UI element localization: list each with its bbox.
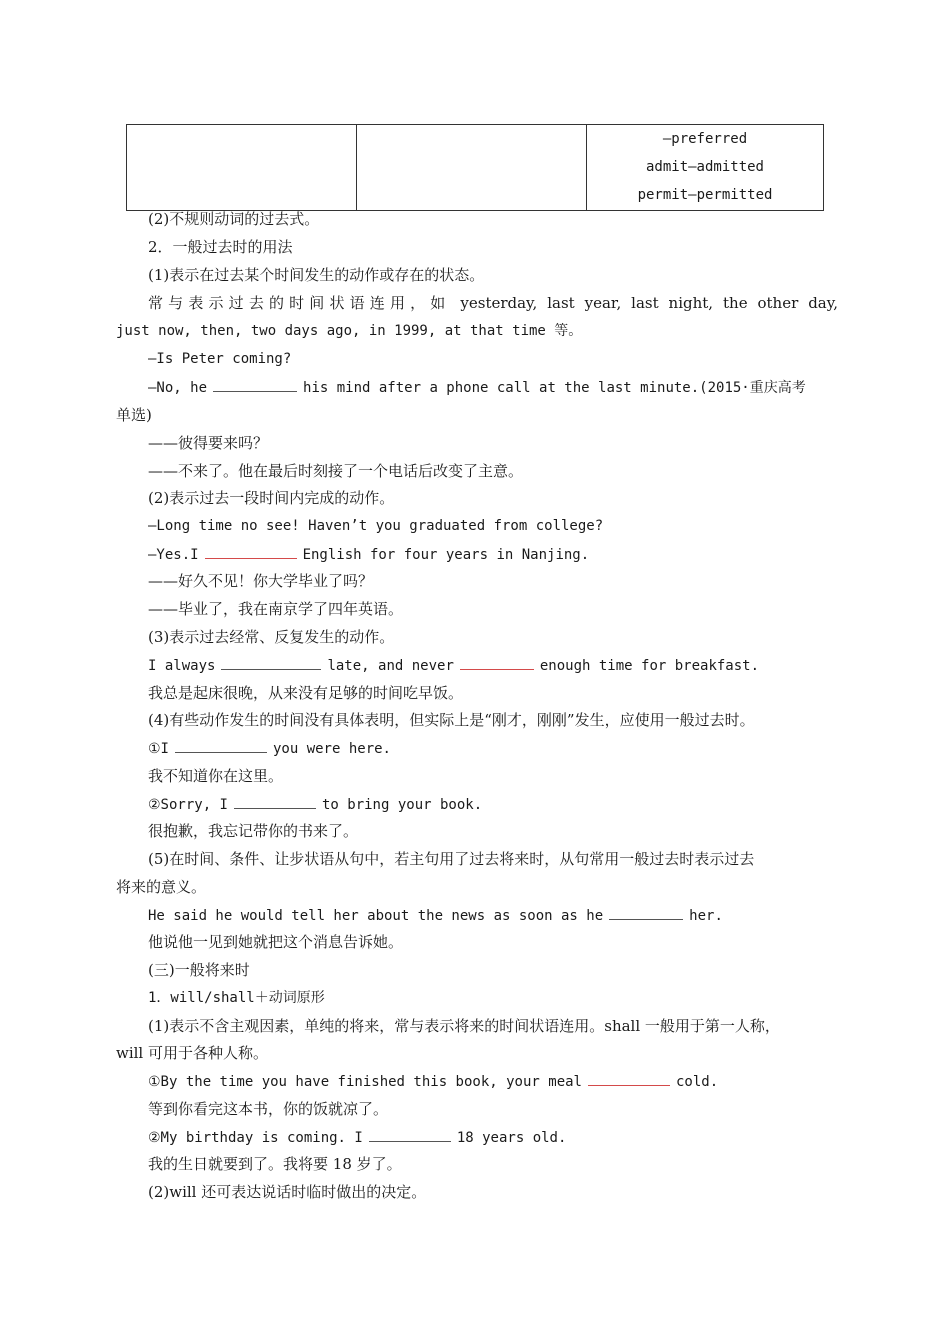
rule-text: (3)表示过去经常、反复发生的动作。	[148, 628, 395, 646]
answer-blank[interactable]	[221, 655, 321, 670]
example-sentence	[148, 655, 759, 677]
example-sentence	[148, 544, 589, 566]
example-sentence	[148, 905, 723, 927]
translation: 我总是起床很晚，从来没有足够的时间吃早饭。	[148, 684, 464, 702]
translation: 等到你看完这本书，你的饭就凉了。	[148, 1100, 389, 1118]
sentence-part: ②My birthday is coming. I	[148, 1130, 363, 1146]
sentence-part: He said he would tell her about the news as soon as he	[148, 908, 604, 924]
translation: ——不来了。他在最后时刻接了一个电话后改变了主意。	[148, 462, 524, 480]
rule-text: (5)在时间、条件、让步状语从句中，若主句用了过去将来时，从句常用一般过去时表示过去	[148, 850, 755, 868]
sentence-part: —No, he	[148, 380, 208, 396]
translation: ——毕业了，我在南京学了四年英语。	[148, 600, 404, 618]
section-heading: 2．一般过去时的用法	[148, 238, 293, 256]
rule-text: (4)有些动作发生的时间没有具体表明，但实际上是“刚才，刚刚”发生，应使用一般过去时。	[148, 711, 755, 729]
verb-form: admit—admitted	[645, 159, 764, 175]
table-row	[127, 125, 824, 211]
sentence-part: late, and never	[327, 658, 454, 674]
translation: 很抱歉，我忘记带你的书来了。	[148, 822, 359, 840]
example-sentence: —Long time no see! Haven’t you graduated from college?	[148, 518, 604, 534]
answer-blank[interactable]	[369, 1127, 451, 1142]
translation: 他说他一见到她就把这个消息告诉她。	[148, 933, 404, 951]
answer-blank[interactable]	[213, 377, 297, 392]
sentence-part: —Yes.I	[148, 547, 199, 563]
rule-text: (2)表示过去一段时间内完成的动作。	[148, 489, 395, 507]
paragraph-line: 单选)	[116, 406, 152, 424]
subheading: (2)不规则动词的过去式。	[148, 210, 320, 228]
example-sentence	[148, 1127, 566, 1149]
paragraph-line: will 可用于各种人称。	[116, 1044, 269, 1062]
translation: 我的生日就要到了。我将要 18 岁了。	[148, 1155, 402, 1173]
section-heading: 1．will/shall＋动词原形	[148, 990, 325, 1006]
answer-blank[interactable]	[175, 738, 267, 753]
paragraph-line: 常与表示过去的时间状语连用，如 yesterday, last year, last night, the other day,	[148, 294, 838, 312]
sentence-part: his mind after a phone call at the last minute.(2015·重庆高考	[303, 380, 806, 396]
translation: ——彼得要来吗？	[148, 434, 269, 452]
example-sentence	[148, 377, 806, 399]
sentence-part: 18 years old.	[456, 1130, 567, 1146]
sentence-part: ①By the time you have finished this book, your meal	[148, 1074, 582, 1090]
verb-form: —preferred	[662, 131, 748, 147]
table-cell	[357, 125, 587, 211]
answer-blank[interactable]	[460, 655, 534, 670]
example-sentence	[148, 738, 391, 760]
sentence-part: enough time for breakfast.	[539, 658, 760, 674]
irregular-verb-table	[126, 124, 824, 211]
sentence-part: you were here.	[272, 741, 391, 757]
sentence-part: English for four years in Nanjing.	[302, 547, 590, 563]
sentence-part: her.	[689, 908, 723, 924]
table-cell	[587, 125, 824, 211]
translation: ——好久不见！你大学毕业了吗？	[148, 572, 374, 590]
rule-text: (1)表示不含主观因素，单纯的将来，常与表示将来的时间状语连用。shall 一般用于第一人称，	[148, 1017, 780, 1035]
answer-blank[interactable]	[205, 544, 297, 559]
paragraph-line: 将来的意义。	[116, 878, 207, 896]
sentence-part: to bring your book.	[321, 797, 483, 813]
sentence-part: ②Sorry, I	[148, 797, 228, 813]
section-heading: (三)一般将来时	[148, 961, 250, 979]
sentence-part: ①I	[148, 741, 169, 757]
example-sentence: —Is Peter coming?	[148, 351, 292, 367]
table-cell	[127, 125, 357, 211]
example-sentence	[148, 794, 482, 816]
paragraph-line: just now, then, two days ago, in 1999, at that time 等。	[116, 323, 583, 339]
answer-blank[interactable]	[588, 1071, 670, 1086]
sentence-part: cold.	[676, 1074, 719, 1090]
verb-form: permit—permitted	[637, 187, 773, 203]
answer-blank[interactable]	[609, 905, 683, 920]
example-sentence	[148, 1071, 718, 1093]
sentence-part: I always	[148, 658, 216, 674]
rule-text: (2)will 还可表达说话时临时做出的决定。	[148, 1183, 427, 1201]
translation: 我不知道你在这里。	[148, 767, 284, 785]
answer-blank[interactable]	[234, 794, 316, 809]
rule-text: (1)表示在过去某个时间发生的动作或存在的状态。	[148, 266, 485, 284]
